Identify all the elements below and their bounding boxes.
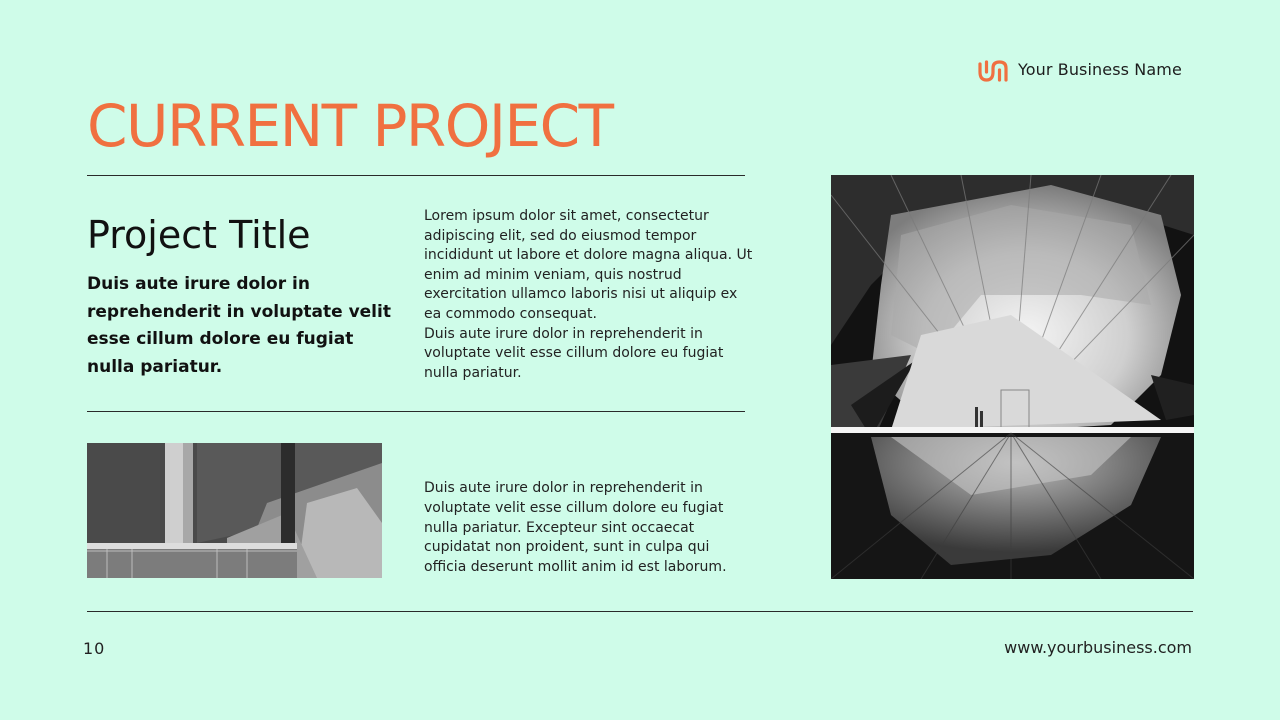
body-text-1: [424, 207, 754, 383]
architecture-photo-small: [87, 443, 382, 578]
body-paragraph-2: Duis aute irure dolor in reprehenderit in voluptate velit esse cillum dolore eu fugiat nulla pariatur.: [424, 325, 724, 381]
business-name: Your Business Name: [1018, 60, 1182, 79]
architecture-photo-large: [831, 175, 1194, 579]
project-title: Project Title: [87, 213, 311, 257]
divider-top: [87, 175, 745, 176]
page-title: CURRENT PROJECT: [87, 92, 613, 160]
website-link[interactable]: www.yourbusiness.com: [1004, 638, 1192, 657]
page-number: 10: [83, 639, 106, 658]
divider-bottom: [87, 611, 1193, 612]
body-text-2: Duis aute irure dolor in reprehenderit in voluptate velit esse cillum dolore eu fugiat nulla pariatur. Excepteur sint occaecat cupidatat non proident, sunt in culpa qui officia deserunt mollit anim id est laborum.: [424, 480, 727, 576]
project-subtitle: Duis aute irure dolor in reprehenderit in voluptate velit esse cillum dolore eu fugiat nulla pariatur.: [87, 274, 391, 377]
divider-middle: [87, 411, 745, 412]
body-paragraph-1: Lorem ipsum dolor sit amet, consectetur adipiscing elit, sed do eiusmod tempor incididunt ut labore et dolore magna aliqua. Ut enim ad minim veniam, quis nostrud exercitation ullamco laboris nisi ut aliquip ex ea commodo consequat.: [424, 208, 753, 322]
wave-logo-icon: [977, 58, 1009, 84]
